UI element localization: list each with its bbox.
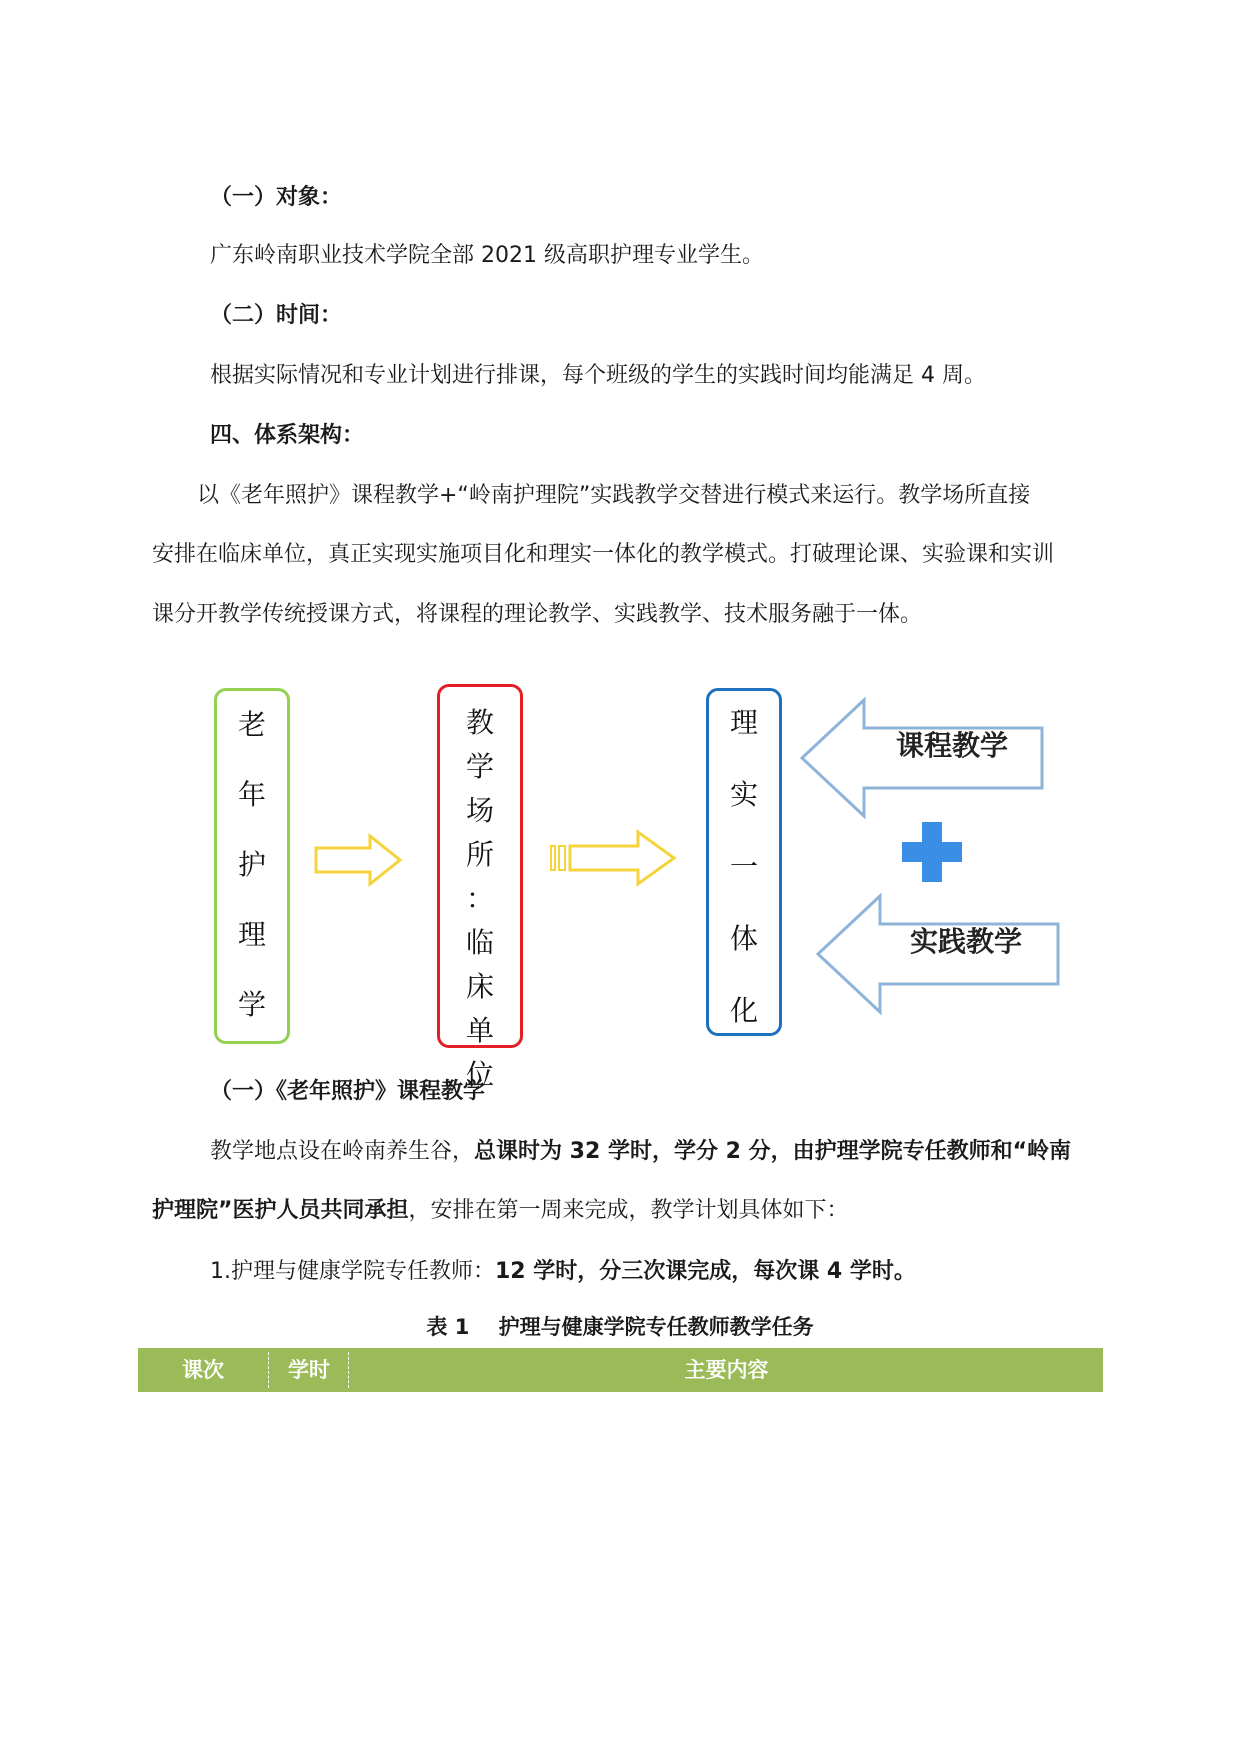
section-4-line-1: 以《老年照护》课程教学+“岭南护理院”实践教学交替进行模式来运行。教学场所直接 [197,483,1031,508]
table-header-content: 主要内容 [684,1358,769,1382]
arrow-label-practice-teaching: 实践教学 [909,925,1022,958]
box2-char: 单 [465,1014,494,1047]
paragraph-normal-text: ，安排在第一周来完成，教学计划具体如下： [408,1198,849,1223]
arrow-label-course-teaching: 课程教学 [895,729,1008,762]
box2-char: 学 [465,750,494,783]
box2-char: 所 [465,838,494,871]
box2-char: 床 [465,970,494,1003]
table-header-lesson: 课次 [182,1358,224,1382]
subsection-heading: （一）《老年照护》课程教学 [210,1079,486,1104]
table-caption: 表 1 护理与健康学院专任教师教学任务 [426,1315,814,1339]
box3-char: 化 [729,994,758,1027]
paragraph-bold-text: 护理院”医护人员共同承担 [152,1198,409,1223]
box2-char: 场 [465,794,494,827]
plus-icon [900,820,964,884]
subsection-paragraph-line-1 [210,1137,1071,1167]
box1-char: 年 [237,778,266,811]
section-1-heading: （一）对象： [210,185,343,210]
subsection-paragraph-line-2 [152,1196,848,1226]
diagram-box-integration [706,688,782,1036]
item-bold-text: 12 学时，分三次课完成，每次课 4 学时。 [495,1259,916,1284]
right-arrow-icon [312,832,404,888]
column-separator [348,1352,349,1388]
box2-char: 教 [465,706,494,739]
box1-char: 老 [237,708,266,741]
section-4-line-2: 安排在临床单位，真正实现实施项目化和理实一体化的教学模式。打破理论课、实验课和实训 [152,542,1055,567]
paragraph-bold-text: 总课时为 32 学时，学分 2 分，由护理学院专任教师和“岭南 [474,1139,1072,1164]
table-header-row [138,1348,1103,1392]
item-normal-text: 1.护理与健康学院专任教师： [210,1259,495,1284]
box3-char: 实 [729,778,758,811]
box3-char: 理 [729,706,758,739]
box1-char: 理 [237,918,266,951]
diagram-box-elderly-nursing [214,688,290,1044]
section-4-line-3: 课分开教学传统授课方式，将课程的理论教学、实践教学、技术服务融于一体。 [152,602,923,627]
column-separator [268,1352,269,1388]
box2-char: 临 [465,926,494,959]
paragraph-normal-text: 教学地点设在岭南养生谷， [210,1139,475,1164]
box2-char: 位 [465,1058,494,1091]
table-header-hours: 学时 [288,1358,330,1382]
box3-char: 体 [729,922,758,955]
box1-char: 学 [237,988,266,1021]
diagram-box-teaching-site [437,684,523,1091]
box1-char: 护 [237,848,266,881]
box3-char: 一 [729,850,758,883]
section-4-heading: 四、体系架构： [210,423,365,448]
section-2-heading: （二）时间： [210,303,343,328]
section-1-body: 广东岭南职业技术学院全部 2021 级高职护理专业学生。 [210,243,764,268]
section-2-body: 根据实际情况和专业计划进行排课，每个班级的学生的实践时间均能满足 4 周。 [210,363,986,388]
subsection-item-1 [210,1257,916,1287]
striped-right-arrow-icon [548,826,680,890]
box2-char: ： [465,882,494,915]
